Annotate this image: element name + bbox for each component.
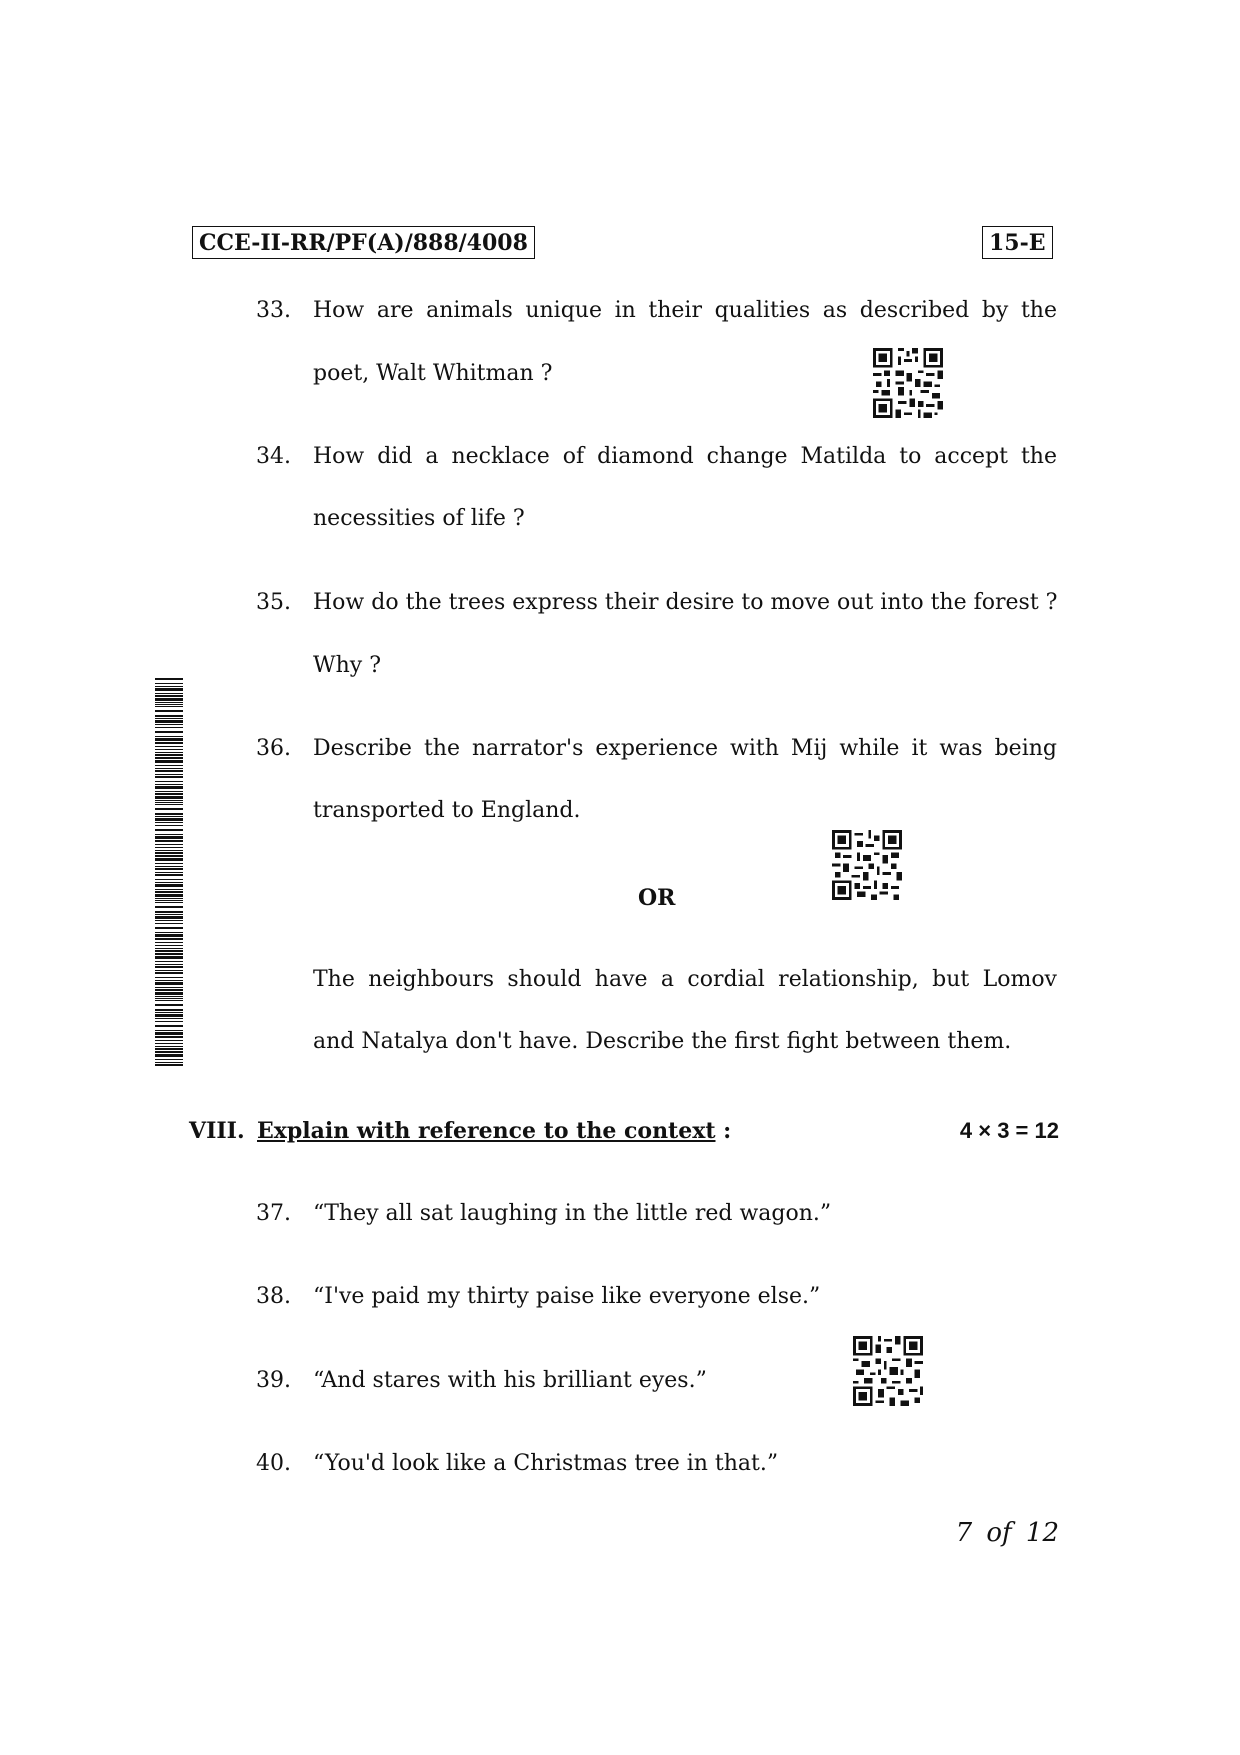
question-text-line: necessities of life ? bbox=[313, 506, 525, 531]
section-title bbox=[257, 1118, 731, 1144]
question-text-line: Why ? bbox=[313, 653, 381, 678]
context-quote: “I've paid my thirty paise like everyone else.” bbox=[313, 1284, 821, 1309]
qr-code-icon bbox=[832, 830, 902, 900]
question-number: 37. bbox=[256, 1201, 291, 1226]
question-number: 33. bbox=[256, 298, 291, 323]
question-text-line: transported to England. bbox=[313, 798, 581, 823]
section-title-text: Explain with reference to the context bbox=[257, 1118, 716, 1144]
context-quote: “They all sat laughing in the little red wagon.” bbox=[313, 1201, 832, 1226]
question-text-line: How are animals unique in their qualities as described by the bbox=[313, 298, 1057, 323]
qr-code-icon bbox=[873, 348, 943, 418]
question-text-line: Describe the narrator's experience with Mij while it was being bbox=[313, 736, 1057, 761]
question-text-line: How did a necklace of diamond change Matilda to accept the bbox=[313, 444, 1057, 469]
section-title-colon: : bbox=[723, 1118, 732, 1144]
section-number: VIII. bbox=[189, 1118, 245, 1144]
question-number: 38. bbox=[256, 1284, 291, 1309]
qr-code-icon bbox=[853, 1336, 923, 1406]
or-separator: OR bbox=[638, 885, 676, 911]
question-text-line: How do the trees express their desire to move out into the forest ? bbox=[313, 590, 1058, 615]
barcode-icon bbox=[155, 678, 183, 1068]
version-code: 15-E bbox=[982, 226, 1053, 259]
question-number: 40. bbox=[256, 1451, 291, 1476]
section-marks: 4 × 3 = 12 bbox=[959, 1118, 1059, 1143]
page-number: 7 of 12 bbox=[955, 1518, 1059, 1548]
question-text-line: poet, Walt Whitman ? bbox=[313, 361, 553, 386]
context-quote: “And stares with his brilliant eyes.” bbox=[313, 1368, 707, 1393]
question-number: 35. bbox=[256, 590, 291, 615]
question-number: 34. bbox=[256, 444, 291, 469]
question-number: 39. bbox=[256, 1368, 291, 1393]
paper-code: CCE-II-RR/PF(A)/888/4008 bbox=[192, 226, 535, 259]
context-quote: “You'd look like a Christmas tree in that.” bbox=[313, 1451, 779, 1476]
question-number: 36. bbox=[256, 736, 291, 761]
alternative-question-line: and Natalya don't have. Describe the first fight between them. bbox=[313, 1029, 1012, 1054]
alternative-question-line: The neighbours should have a cordial relationship, but Lomov bbox=[313, 967, 1057, 992]
